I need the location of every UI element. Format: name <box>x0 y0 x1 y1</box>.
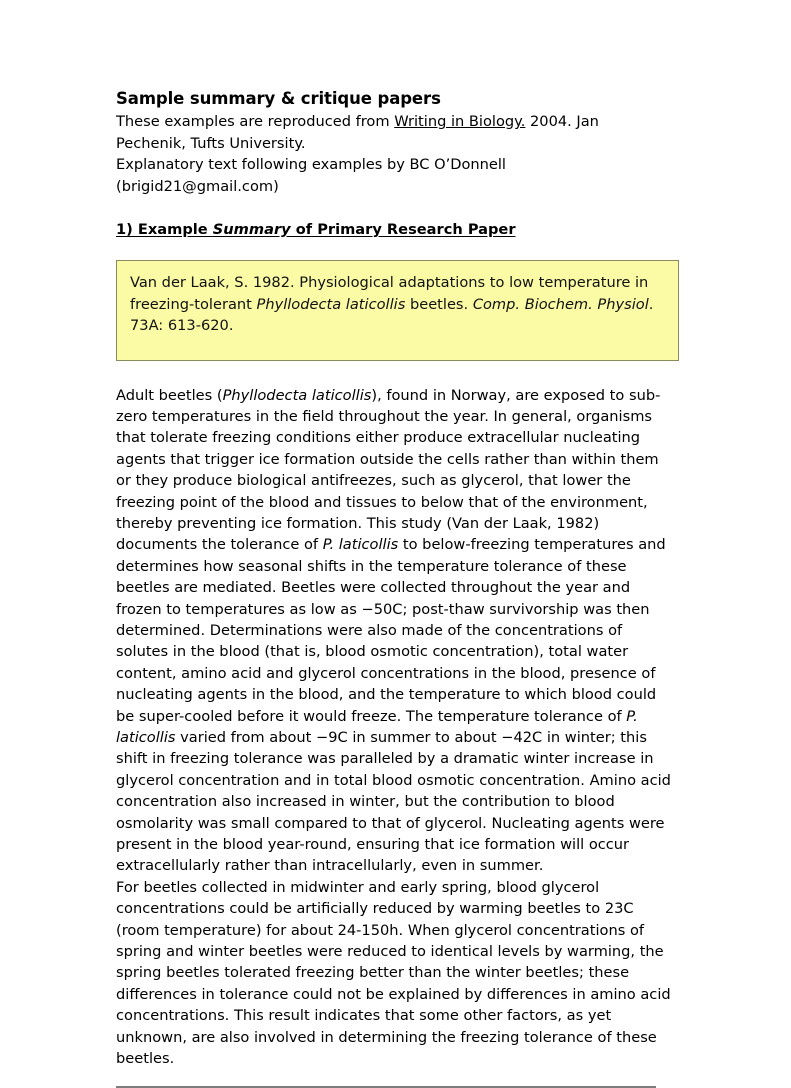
section-heading-rest: of Primary Research Paper <box>290 221 516 238</box>
byline-line1-post: 2004. Jan Pechenik, Tufts University. <box>116 113 599 152</box>
citation-species-name: Phyllodecta laticollis <box>256 295 406 313</box>
citation-part2: beetles. <box>405 295 473 313</box>
section-heading-italic-word: Summary <box>212 221 291 238</box>
text-run: to below-freezing temperatures and determines how seasonal shifts in the temperature tolerance of these beetles are mediated. Beetles were collected throughout the year and frozen to temperatures as low as −50C; post-thaw survivorship was then determined. Determinations were also made of the concentrations of solutes in the blood (that is, blood osmotic concentration), total water content, amino acid and glycerol concentrations in the blood, presence of nucleating agents in the blood, and the temperature to which blood could be super-cooled before it would freeze. The temperature tolerance of <box>116 536 666 725</box>
section-heading <box>116 220 516 240</box>
italic-term: P. laticollis <box>116 707 638 746</box>
byline-email: (brigid21@gmail.com) <box>116 177 279 195</box>
byline-source-title: Writing in Biology. <box>394 113 526 130</box>
horizontal-rule <box>116 1086 656 1088</box>
paragraph <box>116 385 672 877</box>
body-paragraphs <box>116 385 672 1070</box>
citation-text <box>130 272 666 337</box>
citation-part3: . 73A: 613-620. <box>130 295 654 334</box>
italic-term: P. laticollis <box>322 536 399 554</box>
byline-line1-pre: These examples are reproduced from <box>116 113 395 130</box>
text-run: Adult beetles ( <box>116 386 223 404</box>
page-title: Sample summary & critique papers <box>116 89 441 108</box>
italic-term: Phyllodecta laticollis <box>222 386 372 404</box>
byline-block <box>116 111 656 197</box>
citation-part1: Van der Laak, S. 1982. Physiological adaptations to low temperature in freezing-tolerant <box>130 274 649 313</box>
byline-line2: Explanatory text following examples by BC O’Donnell <box>116 156 506 173</box>
paragraph <box>116 877 672 1070</box>
document-content <box>116 89 672 1088</box>
section-heading-number: 1) Example <box>116 221 213 238</box>
text-run: For beetles collected in midwinter and early spring, blood glycerol concentrations could be artificially reduced by warming beetles to 23C (room temperature) for about 24-150h. When glycerol concentrations of spring and winter beetles were reduced to identical levels by warming, the spring beetles tolerated freezing better than the winter beetles; these differences in tolerance could not be explained by differences in amino acid concentrations. This result indicates that some other factors, as yet unknown, are also involved in determining the freezing tolerance of these beetles. <box>116 878 671 1068</box>
section-heading-wrapper <box>116 197 672 240</box>
text-run: ), found in Norway, are exposed to sub-zero temperatures in the field throughout the year. In general, organisms that tolerate freezing conditions either produce extracellular nucleating agents that trigger ice formation outside the cells rather than within them or they produce biological antifreezes, such as glycerol, that lower the freezing point of the blood and tissues to below that of the environment, thereby preventing ice formation. This study (Van der Laak, 1982) documents the tolerance of <box>116 386 661 554</box>
citation-journal-name: Comp. Biochem. Physiol <box>472 295 649 313</box>
citation-box <box>116 260 679 361</box>
text-run: varied from about −9C in summer to about −42C in winter; this shift in freezing tolerance was paralleled by a dramatic winter increase in glycerol concentration and in total blood osmotic concentration. Amino acid concentration also increased in winter, but the contribution to blood osmolarity was small compared to that of glycerol. Nucleating agents were present in the blood year-round, ensuring that ice formation will occur extracellularly rather than intracellularly, even in summer. <box>116 729 671 875</box>
